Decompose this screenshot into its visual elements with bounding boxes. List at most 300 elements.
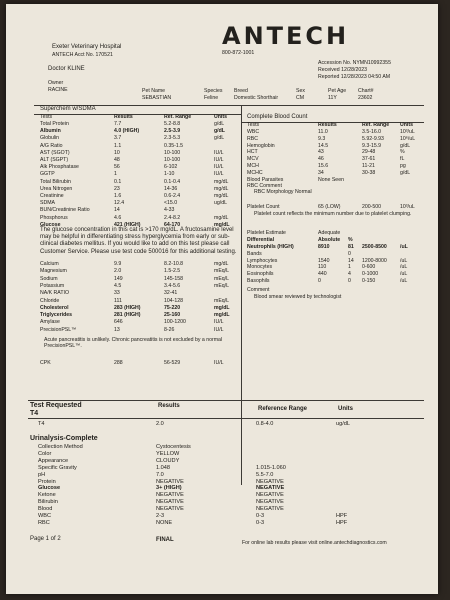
owner-name: RACINE bbox=[48, 87, 68, 93]
test-name: MCV bbox=[247, 156, 259, 163]
platelet-row bbox=[247, 204, 424, 210]
table-row bbox=[40, 164, 238, 170]
reported-date: Reported 12/28/2023 04:50 AM bbox=[318, 74, 391, 80]
pet-value: Feline bbox=[204, 95, 219, 101]
test-units: mg/dL bbox=[214, 185, 229, 192]
test-name: Chloride bbox=[40, 297, 60, 304]
test-units: IU/L bbox=[214, 171, 224, 178]
test-units: mg/dL bbox=[214, 221, 230, 228]
test-name: Ketone bbox=[38, 492, 56, 499]
table-row bbox=[247, 271, 414, 277]
test-units: mEq/L bbox=[214, 275, 229, 282]
diff-header: Differential bbox=[247, 237, 275, 243]
table-row bbox=[40, 283, 238, 289]
test-name: NA/K RATIO bbox=[40, 290, 70, 297]
test-range: 4 bbox=[348, 271, 351, 278]
test-result: 43 bbox=[318, 149, 324, 156]
test-units: mg/dL bbox=[214, 214, 229, 221]
test-range: 0-3 bbox=[256, 519, 265, 526]
test-name: RBC Comment bbox=[247, 183, 282, 190]
test-result: 46 bbox=[318, 156, 324, 163]
test-range: 0.35-1.5 bbox=[164, 142, 184, 149]
test-result: 13 bbox=[114, 326, 120, 333]
test-units: mEq/L bbox=[214, 268, 229, 275]
test-result: 3.7 bbox=[114, 135, 122, 142]
blood-smear-comment: Blood smear reviewed by technologist bbox=[254, 294, 342, 300]
test-name: AST (SGOT) bbox=[40, 149, 70, 156]
table-row bbox=[38, 499, 376, 505]
test-units: mg/dL bbox=[214, 304, 230, 311]
test-units: 10³/uL bbox=[400, 204, 415, 210]
owner-label: Owner bbox=[48, 80, 64, 86]
chem-header: Ref. Range bbox=[164, 114, 192, 120]
test-units: IU/L bbox=[214, 326, 224, 333]
units-header: Units bbox=[338, 406, 353, 412]
test-units: mg/dL bbox=[214, 261, 229, 267]
test-result: 14 bbox=[114, 207, 120, 214]
page-number: Page 1 of 2 bbox=[30, 536, 61, 542]
test-result: 1.6 bbox=[114, 193, 122, 199]
test-range bbox=[256, 451, 336, 457]
test-units: mg/dL bbox=[214, 193, 229, 199]
test-range: 1 bbox=[348, 264, 351, 271]
test-range: 200-500 bbox=[362, 204, 382, 210]
test-range: 11-21 bbox=[362, 163, 375, 169]
test-result: 288 bbox=[114, 360, 123, 366]
test-units: 2500-8500 bbox=[362, 244, 387, 250]
table-row bbox=[247, 156, 424, 162]
test-name: Total Protein bbox=[40, 121, 69, 127]
test-name: WBC bbox=[38, 513, 52, 519]
test-result: 15.6 bbox=[318, 163, 329, 169]
test-name: Specific Gravity bbox=[38, 464, 77, 471]
test-result: 149 bbox=[114, 275, 123, 282]
test-extra: /uL bbox=[400, 271, 408, 278]
test-result: 421 (HIGH) bbox=[114, 221, 141, 228]
test-units: HPF bbox=[336, 513, 348, 519]
test-name: Protein bbox=[38, 478, 56, 485]
test-units: ug/dL bbox=[336, 421, 350, 427]
test-units bbox=[336, 465, 376, 471]
test-result: 3+ (HIGH) bbox=[156, 485, 182, 492]
glucose-comment: The glucose concentration in this cat is >170 mg/dL. A fructosamine level may be helpful in differentiating stress hyperglycemia from early or sub-clinical diabetes mellitus. If you would like to add on this test please call Customer Service. Please use test code 500016 for this additional testing. bbox=[40, 227, 237, 255]
table-row bbox=[38, 485, 376, 491]
chem-header: Units bbox=[214, 114, 227, 120]
test-name: Triglycerides bbox=[40, 312, 73, 319]
test-result: 12.4 bbox=[114, 200, 125, 207]
test-units bbox=[400, 183, 424, 189]
test-result: NEGATIVE bbox=[156, 506, 184, 513]
test-name: T4 bbox=[38, 421, 45, 427]
reference-range-header: Reference Range bbox=[258, 406, 308, 412]
test-units: g/dL bbox=[400, 142, 411, 149]
cbc-panel-title: Complete Blood Count bbox=[247, 114, 308, 120]
test-units bbox=[400, 177, 424, 183]
pet-label: Pet Name bbox=[142, 88, 166, 94]
differential-header-row bbox=[247, 237, 362, 243]
test-name: Collection Method bbox=[38, 444, 83, 450]
test-range: 8.2-10.8 bbox=[164, 261, 184, 267]
test-range: <15.0 bbox=[164, 200, 178, 207]
platelet-estimate-row bbox=[247, 230, 362, 236]
test-result: 440 bbox=[318, 271, 327, 278]
test-range bbox=[256, 444, 336, 450]
test-name: Bands bbox=[247, 250, 262, 257]
test-units: mg/dL bbox=[214, 178, 229, 185]
test-result: 646 bbox=[114, 319, 123, 326]
test-units: HPF bbox=[336, 519, 348, 526]
t4-section-title: T4 bbox=[30, 410, 39, 417]
test-name: Sodium bbox=[40, 275, 58, 282]
table-row bbox=[40, 150, 238, 156]
results-header: Results bbox=[158, 403, 180, 409]
test-result: 23 bbox=[114, 185, 120, 192]
test-units: g/dL bbox=[214, 135, 225, 142]
test-range: 14-36 bbox=[164, 185, 178, 192]
table-row bbox=[247, 251, 414, 257]
test-units bbox=[336, 499, 376, 505]
pet-value: 23602 bbox=[358, 95, 373, 101]
test-range: 0.6-2.4 bbox=[164, 193, 181, 199]
test-extra: /uL bbox=[400, 257, 408, 264]
test-name: Appearance bbox=[38, 457, 69, 464]
test-units: 0-600 bbox=[362, 264, 376, 271]
test-name: Monocytes bbox=[247, 264, 273, 271]
test-name: Neutrophils (HIGH) bbox=[247, 244, 294, 250]
test-result: 0.1 bbox=[114, 178, 122, 185]
test-result: NONE bbox=[156, 519, 173, 526]
test-name: MCH bbox=[247, 163, 259, 169]
table-row bbox=[38, 520, 376, 526]
cpk-row bbox=[40, 360, 238, 366]
test-name: Glucose bbox=[38, 485, 61, 492]
test-result: 34 bbox=[318, 169, 324, 176]
lab-phone: 800-872-1001 bbox=[222, 50, 255, 56]
test-result: Cystocentesis bbox=[156, 444, 191, 450]
test-range: 100-1200 bbox=[164, 319, 186, 326]
test-result bbox=[318, 251, 348, 257]
test-units: IU/L bbox=[214, 360, 224, 366]
test-range: 10-100 bbox=[164, 149, 181, 156]
test-result bbox=[318, 183, 362, 189]
table-row bbox=[40, 207, 238, 213]
test-units bbox=[214, 143, 238, 149]
test-result: 9.3 bbox=[318, 135, 326, 142]
platelet-comment: Platelet count reflects the minimum number due to platelet clumping. bbox=[254, 211, 412, 217]
test-result: YELLOW bbox=[156, 450, 180, 457]
pet-label: Chart# bbox=[358, 88, 374, 94]
test-units: IU/L bbox=[214, 319, 224, 326]
test-range: NEGATIVE bbox=[256, 506, 284, 513]
test-units: ug/dL bbox=[214, 200, 227, 207]
test-result: CLOUDY bbox=[156, 457, 180, 464]
t4-row bbox=[38, 421, 376, 427]
test-name: BUN/Creatinine Ratio bbox=[40, 207, 90, 214]
test-range: 30-38 bbox=[362, 169, 376, 176]
test-range: 104-128 bbox=[164, 297, 184, 304]
test-name: pH bbox=[38, 471, 46, 478]
table-row bbox=[247, 278, 414, 284]
test-range: 10-100 bbox=[164, 157, 181, 163]
test-name: Color bbox=[38, 450, 52, 457]
test-units bbox=[362, 251, 400, 257]
test-result: 11.0 bbox=[318, 129, 328, 135]
test-name: Amylase bbox=[40, 319, 60, 326]
test-units: IU/L bbox=[214, 164, 224, 171]
test-range: 75-220 bbox=[164, 304, 181, 311]
diff-header: Absolute bbox=[318, 237, 341, 243]
table-row bbox=[40, 143, 238, 149]
test-result: NEGATIVE bbox=[156, 499, 184, 506]
test-range: 3.5-16.0 bbox=[362, 129, 382, 135]
test-units bbox=[214, 290, 238, 296]
received-date: Received 12/28/2023 bbox=[318, 67, 368, 73]
urinalysis-title: Urinalysis-Complete bbox=[30, 435, 98, 442]
test-range: 2.3-5.3 bbox=[164, 135, 181, 142]
table-row bbox=[247, 143, 424, 149]
table-row bbox=[40, 305, 238, 311]
test-name: Platelet Count bbox=[247, 204, 280, 210]
test-name: Hemoglobin bbox=[247, 142, 275, 149]
table-row bbox=[40, 215, 238, 221]
test-name: GGTP bbox=[40, 171, 55, 178]
test-units: g/dL bbox=[214, 128, 225, 135]
test-result: 2-3 bbox=[156, 513, 165, 519]
comment-label: Comment bbox=[247, 287, 270, 293]
test-units bbox=[336, 444, 376, 450]
test-result: 1.1 bbox=[114, 142, 122, 149]
table-row bbox=[247, 129, 424, 135]
test-units: mEq/L bbox=[214, 282, 229, 289]
test-units: 10³/uL bbox=[400, 129, 415, 135]
table-row bbox=[40, 157, 238, 163]
test-result: 283 (HIGH) bbox=[114, 304, 141, 311]
cbc-header: Units bbox=[400, 122, 413, 128]
pet-label: Species bbox=[204, 88, 223, 94]
test-name: ALT (SGPT) bbox=[40, 157, 69, 163]
lab-logo: ANTECH bbox=[222, 22, 350, 50]
test-range: 32-41 bbox=[164, 290, 178, 297]
test-range: 81 bbox=[348, 244, 354, 250]
test-units: IU/L bbox=[214, 149, 224, 156]
test-name: Total Bilirubin bbox=[40, 178, 71, 185]
test-range: 1.5-2.5 bbox=[164, 268, 181, 275]
test-units bbox=[336, 479, 376, 485]
table-row bbox=[38, 458, 376, 464]
test-units: pg bbox=[400, 163, 406, 169]
test-result: 56 bbox=[114, 164, 120, 171]
test-result: NEGATIVE bbox=[156, 478, 184, 485]
table-row bbox=[40, 179, 238, 185]
test-name: Globulin bbox=[40, 135, 60, 142]
hospital-name: Exeter Veterinary Hospital bbox=[52, 44, 122, 50]
test-range: 64-170 bbox=[164, 221, 181, 228]
test-units: 1200-8000 bbox=[362, 257, 387, 264]
pet-label: Pet Age bbox=[328, 88, 347, 94]
test-range: 37-61 bbox=[362, 156, 376, 163]
test-result: 14.5 bbox=[318, 142, 329, 149]
test-range bbox=[362, 177, 400, 183]
test-units: fL bbox=[400, 156, 405, 163]
test-name: HCT bbox=[247, 149, 258, 156]
lab-report-page bbox=[6, 4, 438, 594]
test-units bbox=[336, 472, 376, 478]
test-range bbox=[256, 458, 336, 464]
pet-value: 11Y bbox=[328, 95, 337, 101]
test-name: Bilirubin bbox=[38, 499, 58, 506]
test-name: Phosphorus bbox=[40, 214, 68, 221]
test-range: 14 bbox=[348, 257, 354, 264]
table-row bbox=[40, 276, 238, 282]
test-name: Glucose bbox=[40, 221, 61, 228]
doctor-name: Doctor KLINE bbox=[48, 66, 85, 72]
table-row bbox=[247, 264, 414, 270]
test-units: % bbox=[400, 149, 405, 156]
table-row bbox=[40, 261, 238, 267]
test-result: 0 bbox=[318, 278, 321, 284]
final-status: FINAL bbox=[156, 537, 174, 543]
test-result: 33 bbox=[114, 290, 120, 297]
test-range: NEGATIVE bbox=[256, 485, 285, 492]
test-units bbox=[336, 485, 376, 491]
test-result: 9.9 bbox=[114, 261, 122, 267]
table-row bbox=[40, 312, 238, 318]
table-row bbox=[40, 193, 238, 199]
test-units: g/dL bbox=[400, 169, 411, 176]
test-extra: /uL bbox=[400, 278, 408, 284]
chem-tests-label: Tests bbox=[40, 114, 53, 120]
table-row bbox=[247, 149, 424, 155]
table-row bbox=[40, 186, 238, 192]
test-name: Blood bbox=[38, 506, 53, 513]
test-range: 0 bbox=[348, 250, 351, 257]
online-results-note: For online lab results please visit online.antechdiagnostics.com bbox=[242, 540, 387, 546]
test-units: 0-1000 bbox=[362, 271, 379, 278]
test-range: 6-102 bbox=[164, 164, 178, 171]
test-extra: /uL bbox=[400, 264, 408, 271]
table-row bbox=[38, 465, 376, 471]
test-result: NEGATIVE bbox=[156, 492, 184, 499]
cbc-header-row bbox=[318, 122, 424, 128]
table-row bbox=[40, 171, 238, 177]
test-requested-header: Test Requested bbox=[30, 402, 82, 409]
diff-header: % bbox=[348, 237, 353, 243]
table-row bbox=[40, 121, 238, 127]
table-row bbox=[247, 136, 424, 142]
table-row bbox=[247, 177, 424, 183]
test-name: Potassium bbox=[40, 282, 65, 289]
test-result: 4.0 (HIGH) bbox=[114, 128, 140, 135]
test-name: Urea Nitrogen bbox=[40, 185, 73, 192]
table-row bbox=[38, 451, 376, 457]
cbc-tests-label: Tests bbox=[247, 122, 260, 128]
table-row bbox=[40, 298, 238, 304]
test-range: 25-160 bbox=[164, 312, 181, 319]
cbc-header: Ref. Range bbox=[362, 122, 390, 128]
pet-label: Sex bbox=[296, 88, 305, 94]
test-range: 145-158 bbox=[164, 275, 184, 282]
test-range: 1.015-1.060 bbox=[256, 464, 286, 471]
test-units bbox=[336, 451, 376, 457]
test-range: 3.4-5.6 bbox=[164, 282, 181, 289]
test-name: CPK bbox=[40, 360, 51, 366]
test-result: 10 bbox=[114, 149, 120, 156]
test-range: 29-48 bbox=[362, 149, 376, 156]
chem-panel-title: Superchem w/SDMA bbox=[40, 106, 96, 112]
test-range: NEGATIVE bbox=[256, 478, 284, 485]
test-range: 5.5-7.0 bbox=[256, 471, 274, 478]
test-units: mg/dL bbox=[214, 312, 230, 319]
pet-values-row bbox=[142, 95, 388, 101]
test-units bbox=[336, 506, 376, 512]
test-result: 110 bbox=[318, 264, 327, 271]
test-result: None Seen bbox=[318, 176, 344, 183]
test-name: PrecisionPSL™ bbox=[40, 326, 77, 333]
test-result: 1.048 bbox=[156, 464, 170, 471]
test-range: 0 bbox=[348, 278, 351, 284]
psl-comment: Acute pancreatitis is unlikely. Chronic pancreatitis is not excluded by a normal PrecisionPSL™. bbox=[44, 337, 223, 350]
test-result: 4.6 bbox=[114, 214, 122, 221]
test-extra bbox=[400, 251, 414, 257]
test-result: 65 (LOW) bbox=[318, 204, 341, 210]
pet-value: SEBASTIAN bbox=[142, 95, 172, 101]
test-result: Adequate bbox=[318, 230, 341, 236]
table-row bbox=[247, 163, 424, 169]
account-number: ANTECH Acct No. 170521 bbox=[52, 52, 113, 58]
chem-header-row bbox=[114, 114, 238, 120]
test-result: 48 bbox=[114, 157, 120, 163]
test-units: 10⁶/uL bbox=[400, 135, 416, 142]
test-units: g/dL bbox=[214, 121, 225, 127]
chem-header: Results bbox=[114, 114, 133, 120]
test-name: Blood Parasites bbox=[247, 176, 284, 183]
test-result: 1 bbox=[114, 171, 117, 178]
test-range: 56-529 bbox=[164, 360, 181, 366]
test-result: 2.0 bbox=[114, 268, 122, 275]
test-units: IU/L bbox=[214, 157, 224, 163]
test-result: 8910 bbox=[318, 244, 330, 250]
test-range: NEGATIVE bbox=[256, 499, 284, 506]
test-name: Calcium bbox=[40, 261, 59, 267]
test-result: 1540 bbox=[318, 257, 330, 264]
cbc-header: Results bbox=[318, 122, 337, 128]
table-row bbox=[247, 258, 414, 264]
rbc-morphology: RBC Morphology Normal bbox=[254, 189, 312, 195]
test-range: 5.2-8.8 bbox=[164, 121, 181, 127]
test-range bbox=[362, 183, 400, 189]
test-range: 2.4-8.2 bbox=[164, 214, 181, 221]
table-row bbox=[247, 244, 414, 250]
test-result: 7.7 bbox=[114, 121, 122, 127]
test-result: 111 bbox=[114, 297, 122, 304]
table-row bbox=[38, 479, 376, 485]
test-range: 2.5-3.9 bbox=[164, 128, 181, 135]
test-result: 2.0 bbox=[156, 421, 164, 427]
table-row bbox=[247, 170, 424, 176]
test-name: Magnesium bbox=[40, 268, 67, 275]
pet-label: Breed bbox=[234, 88, 248, 94]
test-range: 5.92-9.93 bbox=[362, 135, 384, 142]
test-range: 0.8-4.0 bbox=[256, 421, 274, 427]
test-name: Platelet Estimate bbox=[247, 230, 286, 236]
pet-value: CM bbox=[296, 95, 305, 101]
test-result: 4.5 bbox=[114, 282, 122, 289]
test-range: 0-3 bbox=[256, 513, 265, 519]
test-units: mEq/L bbox=[214, 297, 229, 304]
test-extra: /uL bbox=[400, 244, 408, 250]
test-name: Albumin bbox=[40, 128, 61, 135]
test-name: Cholesterol bbox=[40, 304, 69, 311]
